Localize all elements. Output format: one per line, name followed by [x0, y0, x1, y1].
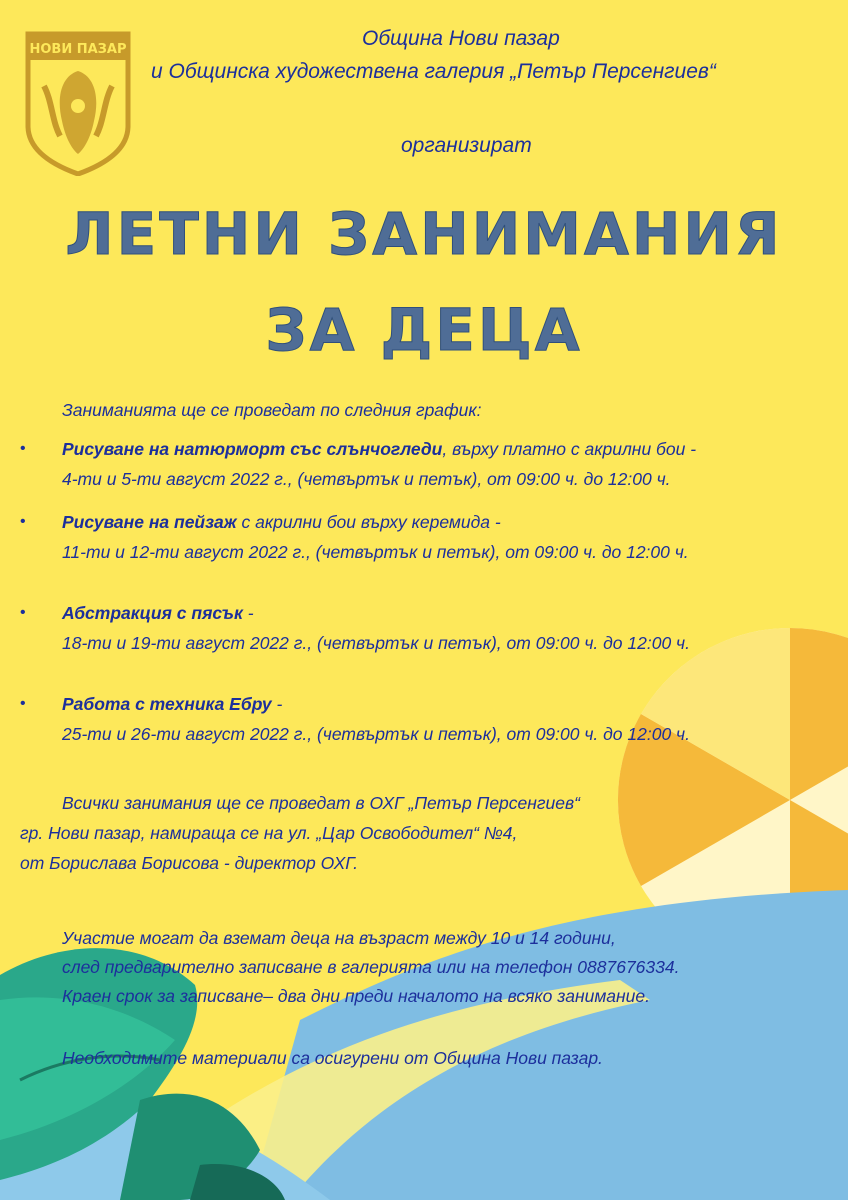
- poster-title-line-1: ЛЕТНИ ЗАНИМАНИЯ: [65, 200, 783, 268]
- participation-paragraph: [62, 924, 679, 1011]
- participation-line-3: Краен срок за записване– два дни преди началото на всяко занимание.: [62, 986, 651, 1006]
- activity-date: 11-ти и 12-ти август 2022 г., (четвъртък и петък), от 09:00 ч. до 12:00 ч.: [62, 542, 689, 562]
- activity-item: [62, 689, 690, 749]
- activity-item: [62, 434, 696, 494]
- bullet-icon: •: [20, 695, 26, 712]
- bullet-icon: •: [20, 513, 26, 530]
- activity-name: Работа с техника Ебру: [62, 694, 272, 714]
- location-line-3: от Борислава Борисова - директор ОХГ.: [20, 853, 358, 873]
- activity-name: Абстракция с пясък: [62, 603, 243, 623]
- activity-item: [62, 598, 690, 658]
- activity-name: Рисуване на натюрморт със слънчогледи: [62, 439, 443, 459]
- activity-desc: , върху платно с акрилни бои -: [442, 439, 697, 459]
- activity-name: Рисуване на пейзаж: [62, 512, 237, 532]
- organizer-line-municipality: Община Нови пазар: [362, 27, 560, 50]
- poster-title-line-2: ЗА ДЕЦА: [265, 296, 583, 364]
- bullet-icon: •: [20, 440, 26, 457]
- schedule-intro: Заниманията ще се проведат по следния график:: [62, 400, 482, 420]
- logo-text: НОВИ ПАЗАР: [29, 42, 127, 57]
- organize-verb: организират: [401, 134, 532, 157]
- materials-note: Необходимите материали са осигурени от Община Нови пазар.: [62, 1048, 603, 1068]
- organizer-line-gallery: и Общинска художествена галерия „Петър Персенгиев“: [151, 60, 716, 83]
- municipality-coat-of-arms-logo: [22, 26, 134, 176]
- activity-desc: -: [271, 694, 283, 714]
- location-paragraph: [20, 788, 580, 878]
- participation-line-2: след предварително записване в галерията или на телефон 0887676334.: [62, 957, 680, 977]
- bullet-icon: •: [20, 604, 26, 621]
- activity-date: 18-ти и 19-ти август 2022 г., (четвъртък и петък), от 09:00 ч. до 12:00 ч.: [62, 633, 690, 653]
- activity-item: [62, 507, 689, 567]
- location-line-1: Всички занимания ще се проведат в ОХГ „Петър Персенгиев“: [62, 793, 580, 813]
- location-line-2: гр. Нови пазар, намираща се на ул. „Цар Освободител“ №4,: [20, 823, 518, 843]
- activity-date: 4-ти и 5-ти август 2022 г., (четвъртък и петък), от 09:00 ч. до 12:00 ч.: [62, 469, 671, 489]
- participation-line-1: Участие могат да вземат деца на възраст между 10 и 14 години,: [62, 928, 616, 948]
- activity-date: 25-ти и 26-ти август 2022 г., (четвъртък и петък), от 09:00 ч. до 12:00 ч.: [62, 724, 690, 744]
- activity-desc: -: [242, 603, 254, 623]
- activity-desc: с акрилни бои върху керемида -: [236, 512, 501, 532]
